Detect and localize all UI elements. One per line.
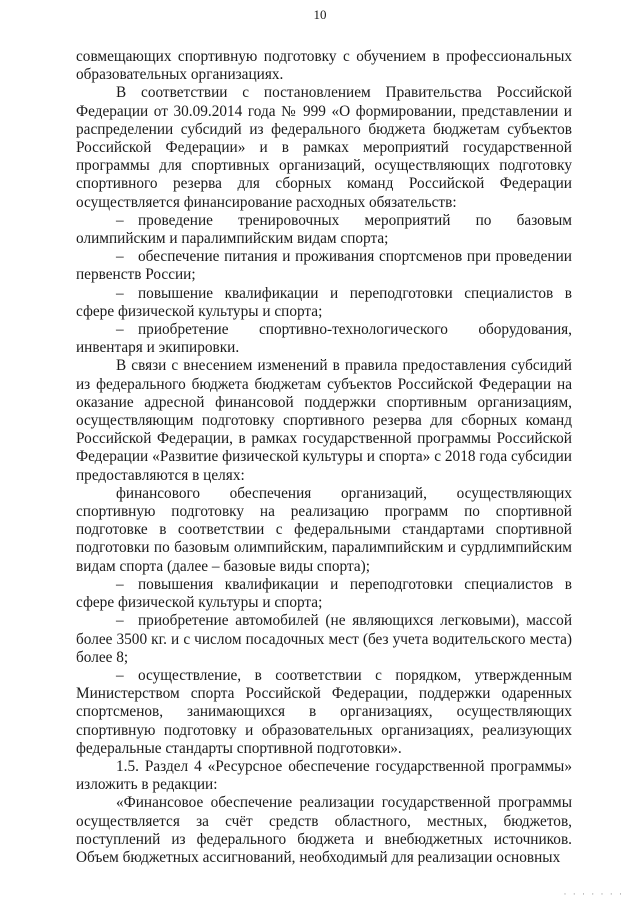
dash-marker: –: [116, 321, 124, 339]
list-item-text: повышения квалификации и переподготовки специалистов в сфере физической культуры и спорта;: [76, 575, 572, 612]
paragraph-text: совмещающих спортивную подготовку с обучением в профессиональных образовательных организациях.: [76, 48, 572, 84]
list-item: [76, 212, 572, 248]
list-item: [76, 321, 572, 357]
paragraph: [76, 758, 572, 794]
paragraph-text: 1.5. Раздел 4 «Ресурсное обеспечение государственной программы» изложить в редакции:: [76, 757, 572, 794]
page-number: 10: [313, 7, 327, 22]
list-item-text: приобретение автомобилей (не являющихся легковыми), массой более 3500 кг. и с числом посадочных мест (без учета водительского места) более 8;: [76, 612, 572, 666]
dash-marker: –: [116, 666, 124, 684]
paragraph: [76, 794, 572, 867]
margin-scribble-mark: · · · · · · ·: [563, 889, 624, 899]
paragraph: [76, 485, 572, 576]
paragraph-text: В связи с внесением изменений в правила предоставления субсидий из федерального бюджета бюджетам субъектов Российской Федерации на оказание адресной финансовой поддержки спортивным организациям, осуществляющим подготовку спортивного резерва для сборных команд Российской Федерации, в рамках государственной программы Российской Федерации «Развитие физической культуры и спорта» с 2018 года субсидии предоставляются в целях:: [76, 357, 572, 484]
list-item-text: осуществление, в соответствии с порядком, утвержденным Министерством спорта Российской Федерации, поддержки одаренных спортсменов, занимающихся в организациях, осуществляющих спортивную подготовку и образовательных организациях, реализующих федеральные стандарты спортивной подготовки».: [76, 666, 572, 757]
list-item: [76, 576, 572, 612]
dash-marker: –: [116, 284, 124, 302]
list-item: [76, 612, 572, 667]
paragraph-text: «Финансовое обеспечение реализации государственной программы осуществляется за счёт средств областного, местных, бюджетов, поступлений из федерального бюджета и внебюджетных источников. Объем бюджетных ассигнований, необходимый для реализации основных: [76, 794, 572, 866]
paragraph-text: В соответствии с постановлением Правительства Российской Федерации от 30.09.2014 года № 999 «О формировании, представлении и распределении субсидий из федерального бюджета бюджетам субъектов Российской Федерации» и в рамках мероприятий государственной программы для спортивных организаций, осуществляющих подготовку спортивного резерва для сборных команд Российской Федерации осуществляется финансирование расходных обязательств:: [76, 84, 572, 211]
dash-marker: –: [116, 612, 124, 630]
list-item-text: приобретение спортивно-технологического оборудования, инвентаря и экипировки.: [76, 321, 572, 357]
list-item-text: повышение квалификации и переподготовки специалистов в сфере физической культуры и спорта;: [76, 284, 572, 320]
list-item: [76, 248, 572, 284]
list-item-text: обеспечение питания и проживания спортсменов при проведении первенств России;: [76, 248, 572, 284]
list-item: [76, 285, 572, 321]
dash-marker: –: [116, 248, 124, 266]
dash-marker: –: [116, 211, 124, 229]
paragraph: [76, 84, 572, 211]
list-item: [76, 667, 572, 758]
list-item-text: проведение тренировочных мероприятий по базовым олимпийским и паралимпийским видам спорта;: [76, 211, 572, 248]
dash-marker: –: [116, 575, 124, 593]
paragraph: [76, 48, 572, 84]
paragraph: [76, 357, 572, 484]
document-body: [76, 48, 572, 867]
paragraph-text: финансового обеспечения организаций, осуществляющих спортивную подготовку на реализацию программ по спортивной подготовке в соответствии с федеральными стандартами спортивной подготовки по базовым олимпийским, паралимпийским и сурдлимпийским видам спорта (далее – базовые виды спорта);: [76, 484, 572, 575]
